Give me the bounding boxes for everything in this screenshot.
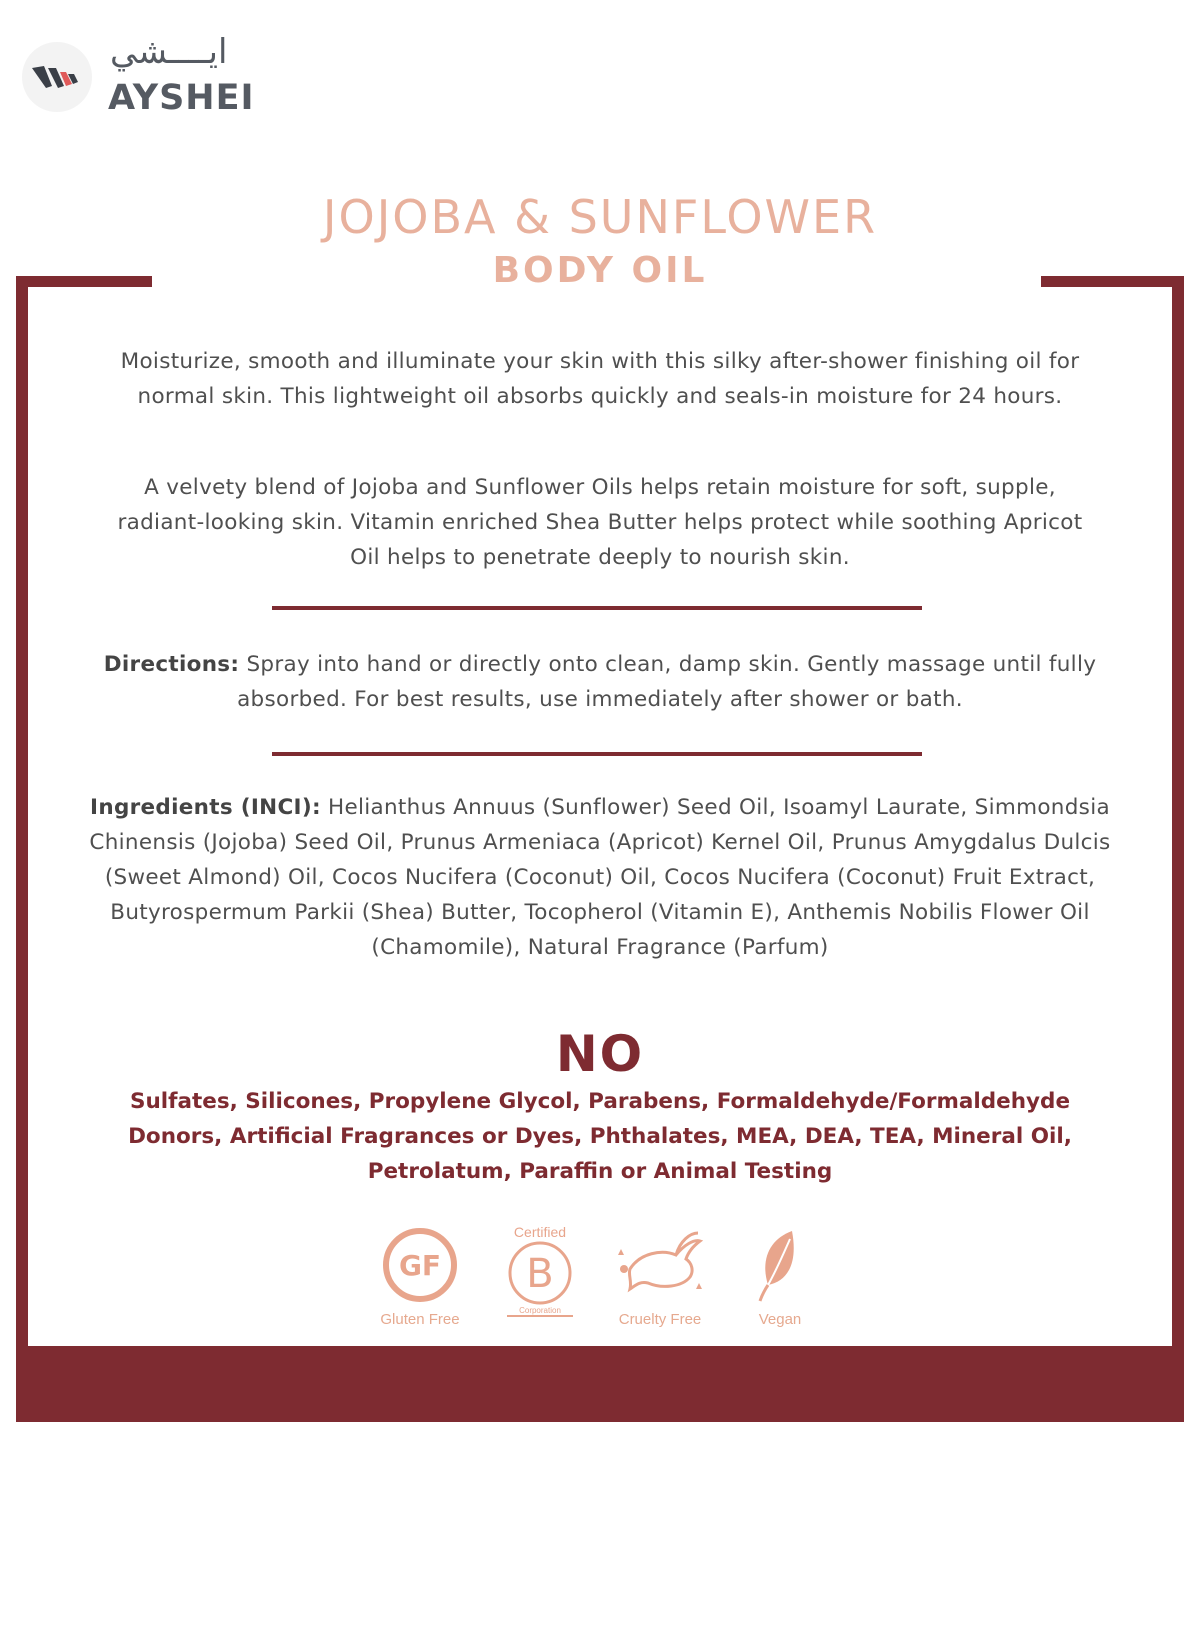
cruelty-free-badge xyxy=(610,1225,710,1335)
cruelty-free-caption: Cruelty Free xyxy=(618,1311,702,1328)
certification-badges xyxy=(370,1225,830,1335)
logo-mark-icon xyxy=(22,42,92,112)
directions-label: Directions: xyxy=(103,652,240,677)
bunny-icon xyxy=(610,1225,710,1305)
divider xyxy=(272,752,922,756)
vegan-caption: Vegan xyxy=(758,1311,802,1328)
b-corp-icon xyxy=(500,1225,580,1315)
directions-body: Spray into hand or directly onto clean, damp skin. Gently massage until fully absorbed. For best results, use immediately after shower or bath. xyxy=(237,652,1097,712)
svg-text:Corporation: Corporation xyxy=(519,1306,561,1315)
product-subtitle: BODY OIL xyxy=(492,250,708,291)
ingredients-text xyxy=(86,790,1114,965)
description-paragraph-2: A velvety blend of Jojoba and Sunflower Oils helps retain moisture for soft, supple, radiant-looking skin. Vitamin enriched Shea Butter helps protect while soothing Apricot Oil helps to penetrate deeply to nourish skin. xyxy=(117,475,1083,570)
b-corp-badge xyxy=(490,1225,590,1335)
gluten-free-caption: Gluten Free xyxy=(380,1311,460,1328)
free-from-heading: NO xyxy=(555,1025,645,1083)
ingredients-label: Ingredients (INCI): xyxy=(90,795,321,820)
brand-logo xyxy=(22,32,262,118)
directions-text xyxy=(100,647,1100,717)
vegan-badge xyxy=(730,1225,830,1335)
brand-name: AYSHEI xyxy=(108,78,255,118)
product-title: JOJOBA & SUNFLOWER xyxy=(322,190,878,244)
svg-text:B: B xyxy=(526,1251,554,1297)
gluten-free-badge xyxy=(370,1225,470,1335)
ingredients-body: Helianthus Annuus (Sunflower) Seed Oil, Isoamyl Laurate, Simmondsia Chinensis (Jojoba) Seed Oil, Prunus Armeniaca (Apricot) Kernel Oil, Prunus Amygdalus Dulcis (Sweet Almond) Oil, Cocos Nucifera (Coconut) Oil, Cocos Nucifera (Coconut) Fruit Extract, Butyrospermum Parkii (Shea) Butter, Tocopherol (Vitamin E), Anthemis Nobilis Flower Oil (Chamomile), Natural Fragrance (Parfum) xyxy=(89,795,1111,960)
free-from-list: Sulfates, Silicones, Propylene Glycol, Parabens, Formaldehyde/Formaldehyde Donors, Artificial Fragrances or Dyes, Phthalates, MEA, DEA, TEA, Mineral Oil, Petrolatum, Paraffin or Animal Testing xyxy=(128,1089,1072,1184)
description-paragraph-1: Moisturize, smooth and illuminate your skin with this silky after-shower finishing oil for normal skin. This lightweight oil absorbs quickly and seals-in moisture for 24 hours. xyxy=(120,349,1080,409)
svg-text:Certified: Certified xyxy=(513,1225,567,1240)
frame-right xyxy=(1172,276,1184,1346)
b-corp-underline xyxy=(490,1315,590,1317)
svg-text:GF: GF xyxy=(398,1249,442,1282)
divider xyxy=(272,606,922,610)
leaf-icon xyxy=(740,1225,820,1305)
footer-band xyxy=(16,1346,1184,1422)
frame-left xyxy=(16,276,28,1346)
brand-name-arabic: ايــــشي xyxy=(110,32,228,72)
gluten-free-icon xyxy=(380,1225,460,1305)
